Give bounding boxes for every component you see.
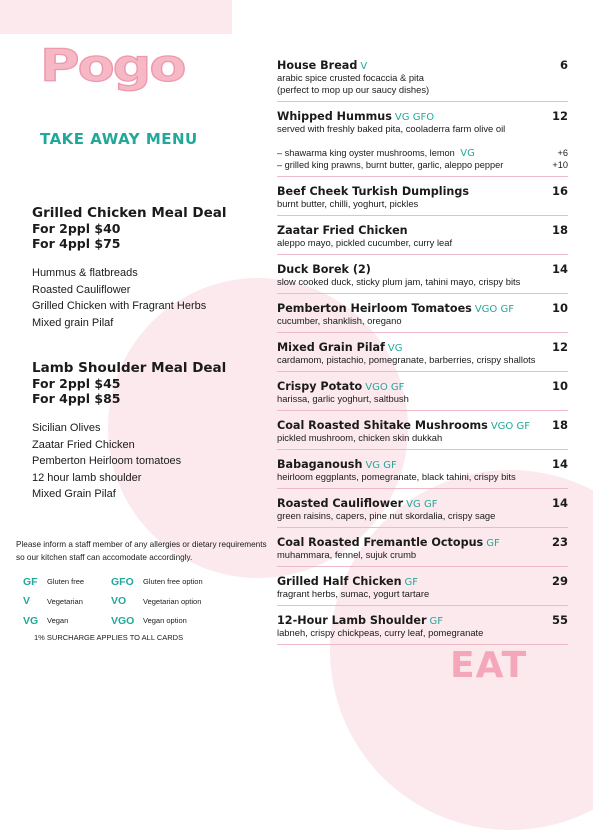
addon-row: – shawarma king oyster mushrooms, lemon VG +6 — [277, 148, 568, 159]
item-description: burnt butter, chilli, yoghurt, pickles — [277, 198, 419, 209]
deal-price: For 2ppl $45 — [32, 376, 121, 391]
legend-code: V — [23, 595, 31, 608]
dietary-tag: VGO GF — [490, 421, 530, 432]
menu-item — [277, 457, 568, 489]
deal-price: For 4ppl $85 — [32, 391, 121, 406]
addon-row: – grilled king prawns, burnt butter, garlic, aleppo pepper +10 — [277, 159, 568, 170]
deal-price: For 4ppl $75 — [32, 236, 121, 251]
dietary-tag: GF — [404, 577, 419, 588]
deal-items — [32, 265, 227, 331]
item-price: 18 — [551, 418, 568, 432]
dietary-tag: V — [360, 61, 368, 72]
menu-item — [277, 574, 568, 606]
legend-code: VO — [111, 595, 127, 608]
menu-item — [277, 109, 568, 177]
deal-item: Grilled Chicken with Fragrant Herbs — [32, 300, 207, 313]
dietary-tag: VG — [460, 148, 475, 159]
deal-item: Mixed grain Pilaf — [32, 316, 114, 329]
addon-price: +6 — [557, 148, 568, 158]
menu-item — [277, 58, 568, 102]
legend-label: Vegan — [47, 616, 69, 626]
item-name: Babaganoush VG GF — [277, 458, 397, 471]
allergy-note: Please inform a staff member of any allergies or dietary requirements so our kitchen staff can accomodate accordingly. — [16, 540, 267, 562]
item-price: 10 — [551, 379, 568, 393]
item-name: Beef Cheek Turkish Dumplings — [277, 185, 470, 198]
item-description: cardamom, pistachio, pomegranate, barberries, crispy shallots — [277, 354, 536, 365]
pink-corner-block — [0, 0, 232, 34]
item-price: 14 — [551, 262, 568, 276]
deal-items — [32, 420, 226, 503]
menu-list — [277, 58, 568, 652]
menu-item — [277, 223, 568, 255]
item-description: heirloom eggplants, pomegranate, black tahini, crispy bits — [277, 471, 516, 482]
item-name: Mixed Grain Pilaf VG — [277, 341, 403, 354]
item-description: slow cooked duck, sticky plum jam, tahini mayo, crispy bits — [277, 276, 521, 287]
item-price: 55 — [551, 613, 568, 627]
menu-item — [277, 418, 568, 450]
deal-item: Roasted Cauliflower — [32, 283, 131, 296]
item-description: labneh, crispy chickpeas, curry leaf, pomegranate — [277, 627, 484, 638]
item-description: harissa, garlic yoghurt, saltbush — [277, 393, 409, 404]
item-name: House Bread V — [277, 59, 368, 72]
addon-price: +10 — [552, 159, 568, 170]
item-description: muhammara, fennel, sujuk crumb — [277, 549, 417, 560]
item-price: 18 — [551, 223, 568, 237]
menu-item — [277, 262, 568, 294]
menu-item — [277, 613, 568, 645]
item-name: 12-Hour Lamb Shoulder GF — [277, 614, 444, 627]
legend-row — [23, 592, 263, 612]
item-name: Coal Roasted Fremantle Octopus GF — [277, 536, 500, 549]
legend-label: Vegetarian — [47, 596, 83, 606]
dietary-tag: VGO GF — [474, 304, 514, 315]
dietary-tag: VG GF — [365, 460, 397, 471]
menu-item — [277, 301, 568, 333]
legend-label: Gluten free — [47, 577, 85, 587]
menu-subtitle: TAKE AWAY MENU — [40, 130, 198, 148]
lamb-meal-deal — [32, 360, 226, 503]
legend-label: Gluten free option — [143, 577, 203, 587]
legend-row — [23, 572, 263, 592]
deal-item: 12 hour lamb shoulder — [32, 471, 142, 484]
item-price: 12 — [551, 109, 568, 123]
deal-item: Sicilian Olives — [32, 422, 101, 434]
dietary-tag: GF — [429, 616, 444, 627]
deal-price: For 2ppl $40 — [32, 221, 121, 236]
item-price: 14 — [551, 457, 568, 471]
menu-item — [277, 535, 568, 567]
dietary-tag: VG GF — [406, 499, 438, 510]
legend-label: Vegan option — [143, 616, 187, 626]
item-price: 29 — [551, 574, 568, 588]
item-addons — [277, 148, 568, 171]
item-description: served with freshly baked pita, cooladerra farm olive oil — [277, 123, 506, 134]
legend-code: VGO — [111, 614, 135, 627]
item-name: Whipped Hummus VG GFO — [277, 110, 435, 123]
item-description: aleppo mayo, pickled cucumber, curry leaf — [277, 237, 453, 248]
legend-row — [23, 611, 263, 631]
menu-item — [277, 184, 568, 216]
menu-item — [277, 379, 568, 411]
deal-title: Lamb Shoulder Meal Deal — [32, 360, 227, 376]
brand-logo: Pogo — [40, 39, 185, 92]
menu-item — [277, 340, 568, 372]
dietary-tag: VG — [387, 343, 403, 354]
chicken-meal-deal — [32, 205, 227, 331]
item-name: Roasted Cauliflower VG GF — [277, 497, 438, 510]
legend-code: GFO — [111, 575, 134, 588]
item-description: cucumber, shanklish, oregano — [277, 315, 402, 326]
menu-item — [277, 496, 568, 528]
item-description: green raisins, capers, pine nut skordalia, crispy sage — [277, 510, 496, 521]
item-name: Grilled Half Chicken GF — [277, 575, 419, 588]
dietary-legend — [23, 572, 263, 631]
dietary-tag: VG GFO — [394, 112, 435, 123]
dietary-tag: GF — [486, 538, 500, 549]
deal-item: Pemberton Heirloom tomatoes — [32, 455, 182, 468]
legend-code: VG — [23, 614, 39, 627]
item-name: Coal Roasted Shitake Mushrooms VGO GF — [277, 419, 530, 432]
item-name: Pemberton Heirloom Tomatoes VGO GF — [277, 302, 514, 315]
item-name: Duck Borek (2) — [277, 263, 371, 276]
item-description: pickled mushroom, chicken skin dukkah — [277, 432, 443, 443]
dietary-tag: VGO GF — [365, 382, 405, 393]
legend-label: Vegetarian option — [143, 596, 202, 606]
item-description: arabic spice crusted focaccia & pita (perfect to mop up our saucy dishes) — [277, 72, 430, 95]
item-name: Zaatar Fried Chicken — [277, 224, 408, 237]
item-price: 16 — [551, 184, 568, 198]
item-name: Crispy Potato VGO GF — [277, 380, 405, 393]
deal-item: Hummus & flatbreads — [32, 267, 138, 279]
item-price: 23 — [551, 535, 568, 549]
item-price: 12 — [551, 340, 568, 354]
deal-title: Grilled Chicken Meal Deal — [32, 205, 227, 221]
legend-code: GF — [23, 575, 38, 588]
item-price: 14 — [551, 496, 568, 510]
deal-item: Mixed Grain Pilaf — [32, 488, 116, 501]
card-surcharge-note: 1% SURCHARGE APPLIES TO ALL CARDS — [34, 633, 184, 642]
item-price: 10 — [551, 301, 568, 315]
deal-item: Zaatar Fried Chicken — [32, 438, 135, 451]
item-description: fragrant herbs, sumac, yogurt tartare — [277, 588, 430, 599]
item-price: 6 — [559, 58, 568, 72]
eat-wordmark: EAT — [450, 645, 528, 686]
